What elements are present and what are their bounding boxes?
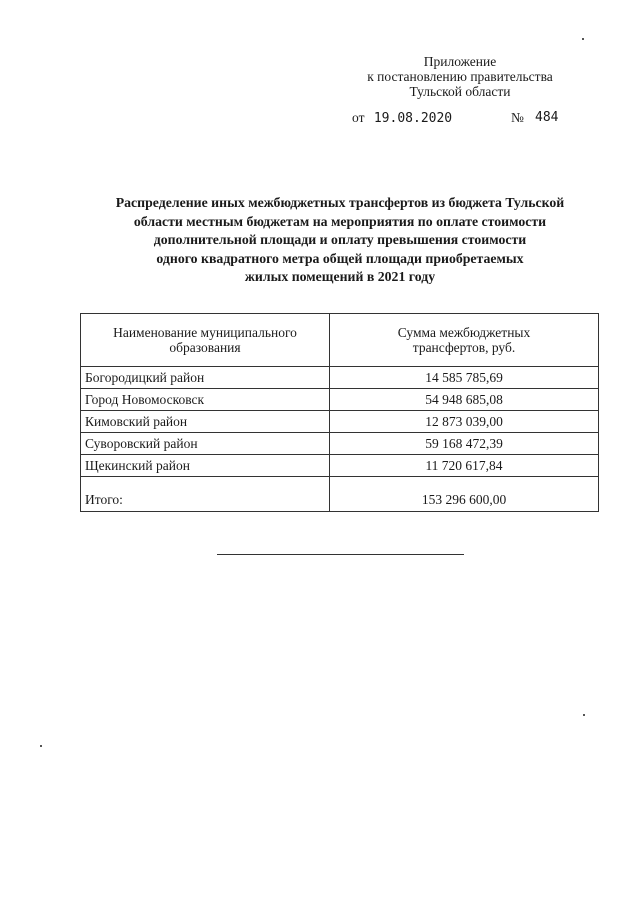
title-line-2: области местным бюджетам на мероприятия по оплате стоимости — [133, 213, 547, 229]
title-line-4: одного квадратного метра общей площади приобретаемых — [156, 250, 524, 266]
header-amount-line-1: Сумма межбюджетных — [397, 325, 531, 340]
appendix-line-1: Приложение — [423, 54, 497, 69]
transfer-amount: 59 168 472,39 — [330, 433, 599, 455]
appendix-line-2: к постановлению правительства — [367, 69, 553, 84]
column-header-municipality — [81, 314, 330, 367]
total-label: Итого: — [81, 477, 330, 512]
document-date-number — [352, 110, 582, 126]
table-header-row — [81, 314, 599, 367]
scan-speck — [583, 714, 585, 716]
municipality-name: Кимовский район — [81, 411, 330, 433]
column-header-amount — [330, 314, 599, 367]
transfers-table — [80, 313, 599, 512]
total-amount: 153 296 600,00 — [330, 477, 599, 512]
municipality-name: Щекинский район — [81, 455, 330, 477]
table-total-row — [81, 477, 599, 512]
transfer-amount: 12 873 039,00 — [330, 411, 599, 433]
header-name-line-2: образования — [169, 340, 241, 355]
appendix-header — [330, 54, 590, 99]
table-row — [81, 411, 599, 433]
header-name-line-1: Наименование муниципального — [113, 325, 297, 340]
document-number: 484 — [535, 110, 559, 125]
scan-speck — [582, 38, 584, 40]
document-date: 19.08.2020 — [373, 111, 453, 126]
closing-divider — [217, 554, 464, 555]
table-row — [81, 433, 599, 455]
table-row — [81, 389, 599, 411]
transfer-amount: 14 585 785,69 — [330, 367, 599, 389]
header-amount-line-2: трансфертов, руб. — [412, 340, 516, 355]
scan-speck — [40, 745, 42, 747]
municipality-name: Суворовский район — [81, 433, 330, 455]
table-row — [81, 367, 599, 389]
municipality-name: Город Новомосковск — [81, 389, 330, 411]
table-row — [81, 455, 599, 477]
date-prefix: от — [352, 110, 365, 125]
transfer-amount: 11 720 617,84 — [330, 455, 599, 477]
appendix-line-3: Тульской области — [409, 84, 511, 99]
number-label: № — [511, 110, 524, 125]
municipality-name: Богородицкий район — [81, 367, 330, 389]
document-title — [70, 194, 610, 287]
title-line-5: жилых помещений в 2021 году — [244, 269, 436, 284]
title-line-1: Распределение иных межбюджетных трансфертов из бюджета Тульской — [115, 195, 565, 210]
transfer-amount: 54 948 685,08 — [330, 389, 599, 411]
title-line-3: дополнительной площади и оплату превышения стоимости — [153, 232, 527, 247]
